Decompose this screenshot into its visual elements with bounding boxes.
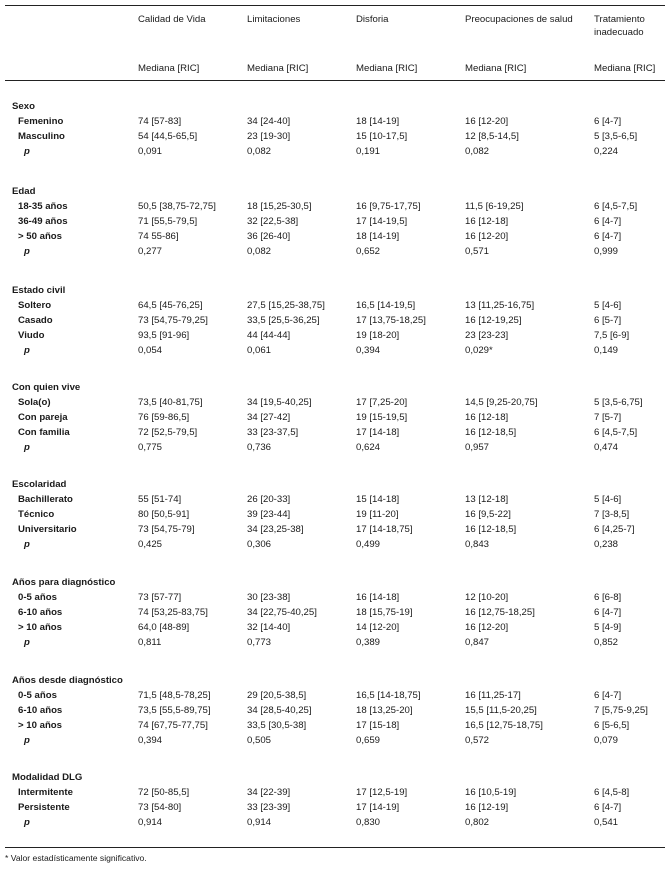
table-cell: 6 [4,5-7,5]	[594, 427, 638, 438]
table-cell: 93,5 [91-96]	[138, 330, 190, 341]
p-value-cell: 0,191	[356, 146, 381, 157]
p-value-cell: 0,061	[247, 345, 272, 356]
table-cell: 19 [18-20]	[356, 330, 400, 341]
table-cell: 14 [12-20]	[356, 622, 400, 633]
table-cell: 34 [28,5-40,25]	[247, 705, 312, 716]
row-label: 0-5 años	[18, 592, 57, 603]
table-cell: 12 [8,5-14,5]	[465, 131, 519, 142]
p-value-label: p	[24, 735, 30, 746]
table-cell: 32 [22,5-38]	[247, 216, 299, 227]
table-cell: 73,5 [55,5-89,75]	[138, 705, 211, 716]
table-cell: 18 [15,75-19]	[356, 607, 413, 618]
table-cell: 36 [26-40]	[247, 231, 291, 242]
row-label: Técnico	[18, 509, 55, 520]
p-value-cell: 0,238	[594, 539, 619, 550]
table-cell: 73,5 [40-81,75]	[138, 397, 203, 408]
group-title: Escolaridad	[12, 479, 67, 490]
column-subheader: Mediana [RIC]	[356, 63, 418, 74]
table-bottom-rule	[5, 847, 665, 848]
table-cell: 6 [4,5-8]	[594, 787, 630, 798]
p-value-cell: 0,847	[465, 637, 490, 648]
p-value-cell: 0,852	[594, 637, 619, 648]
table-cell: 44 [44-44]	[247, 330, 291, 341]
p-value-cell: 0,425	[138, 539, 163, 550]
table-cell: 16 [12-18]	[465, 216, 509, 227]
table-cell: 18 [14-19]	[356, 116, 400, 127]
table-cell: 17 [14-19,5]	[356, 216, 408, 227]
table-cell: 17 [13,75-18,25]	[356, 315, 426, 326]
p-value-cell: 0,474	[594, 442, 619, 453]
table-cell: 6 [4-7]	[594, 690, 622, 701]
table-cell: 7 [5-7]	[594, 412, 622, 423]
table-cell: 39 [23-44]	[247, 509, 291, 520]
table-cell: 33 [23-39]	[247, 802, 291, 813]
p-value-cell: 0,571	[465, 246, 490, 257]
table-cell: 16 [12-20]	[465, 622, 509, 633]
p-value-cell: 0,957	[465, 442, 490, 453]
table-cell: 34 [24-40]	[247, 116, 291, 127]
row-label: Femenino	[18, 116, 64, 127]
p-value-cell: 0,914	[247, 817, 272, 828]
group-title: Edad	[12, 186, 36, 197]
table-cell: 7,5 [6-9]	[594, 330, 630, 341]
p-value-cell: 0,306	[247, 539, 272, 550]
header-bottom-rule	[5, 80, 665, 81]
table-cell: 12 [10-20]	[465, 592, 509, 603]
p-value-label: p	[24, 817, 30, 828]
table-cell: 17 [14-18]	[356, 427, 400, 438]
table-cell: 16 [12-20]	[465, 116, 509, 127]
table-cell: 76 [59-86,5]	[138, 412, 190, 423]
p-value-cell: 0,082	[465, 146, 490, 157]
table-cell: 74 55-86]	[138, 231, 179, 242]
row-label: 6-10 años	[18, 705, 63, 716]
table-cell: 11,5 [6-19,25]	[465, 201, 524, 212]
table-cell: 64,5 [45-76,25]	[138, 300, 203, 311]
table-cell: 74 [53,25-83,75]	[138, 607, 208, 618]
table-cell: 73 [57-77]	[138, 592, 182, 603]
p-value-cell: 0,830	[356, 817, 381, 828]
table-cell: 34 [22-39]	[247, 787, 291, 798]
p-value-cell: 0,082	[247, 246, 272, 257]
table-cell: 16,5 [14-19,5]	[356, 300, 416, 311]
table-cell: 29 [20,5-38,5]	[247, 690, 307, 701]
p-value-cell: 0,802	[465, 817, 490, 828]
p-value-cell: 0,624	[356, 442, 381, 453]
row-label: Universitario	[18, 524, 77, 535]
table-cell: 34 [27-42]	[247, 412, 291, 423]
table-cell: 6 [6-8]	[594, 592, 622, 603]
table-cell: 6 [4,5-7,5]	[594, 201, 638, 212]
column-subheader: Mediana [RIC]	[138, 63, 200, 74]
p-value-cell: 0,652	[356, 246, 381, 257]
p-value-cell: 0,736	[247, 442, 272, 453]
row-label: Soltero	[18, 300, 52, 311]
table-cell: 16 [9,75-17,75]	[356, 201, 421, 212]
p-value-cell: 0,541	[594, 817, 619, 828]
p-value-cell: 0,775	[138, 442, 163, 453]
table-cell: 16,5 [12,75-18,75]	[465, 720, 543, 731]
table-cell: 18 [15,25-30,5]	[247, 201, 312, 212]
table-cell: 74 [57-83]	[138, 116, 182, 127]
table-cell: 16 [12-19]	[465, 802, 509, 813]
p-value-cell: 0,999	[594, 246, 619, 257]
table-cell: 13 [12-18]	[465, 494, 509, 505]
table-cell: 71 [55,5-79,5]	[138, 216, 198, 227]
table-cell: 17 [12,5-19]	[356, 787, 408, 798]
p-value-cell: 0,224	[594, 146, 619, 157]
p-value-cell: 0,082	[247, 146, 272, 157]
column-header: Calidad de Vida	[138, 14, 206, 25]
p-value-cell: 0,773	[247, 637, 272, 648]
p-value-cell: 0,914	[138, 817, 163, 828]
table-cell: 72 [52,5-79,5]	[138, 427, 198, 438]
table-cell: 7 [5,75-9,25]	[594, 705, 648, 716]
table-cell: 64,0 [48-89]	[138, 622, 190, 633]
row-label: 18-35 años	[18, 201, 68, 212]
row-label: Bachillerato	[18, 494, 73, 505]
column-subheader: Mediana [RIC]	[594, 63, 656, 74]
table-cell: 6 [4-7]	[594, 607, 622, 618]
table-cell: 19 [11-20]	[356, 509, 399, 520]
table-cell: 71,5 [48,5-78,25]	[138, 690, 211, 701]
row-label: Con pareja	[18, 412, 68, 423]
p-value-label: p	[24, 246, 30, 257]
footnote: * Valor estadísticamente significativo.	[5, 853, 147, 863]
table-cell: 33 [23-37,5]	[247, 427, 299, 438]
group-title: Con quien vive	[12, 382, 81, 393]
table-cell: 23 [23-23]	[465, 330, 509, 341]
table-cell: 23 [19-30]	[247, 131, 291, 142]
table-cell: 16 [10,5-19]	[465, 787, 517, 798]
p-value-cell: 0,572	[465, 735, 490, 746]
group-title: Modalidad DLG	[12, 772, 83, 783]
table-cell: 17 [14-18,75]	[356, 524, 413, 535]
table-cell: 27,5 [15,25-38,75]	[247, 300, 325, 311]
p-value-cell: 0,499	[356, 539, 381, 550]
group-title: Años para diagnóstico	[12, 577, 116, 588]
table-cell: 33,5 [25,5-36,25]	[247, 315, 320, 326]
p-value-label: p	[24, 345, 30, 356]
table-cell: 72 [50-85,5]	[138, 787, 190, 798]
column-header: Limitaciones	[247, 14, 301, 25]
table-cell: 15,5 [11,5-20,25]	[465, 705, 537, 716]
p-value-cell: 0,091	[138, 146, 163, 157]
row-label: Viudo	[18, 330, 45, 341]
table-cell: 13 [11,25-16,75]	[465, 300, 535, 311]
table-cell: 6 [5-6,5]	[594, 720, 630, 731]
p-value-cell: 0,394	[138, 735, 163, 746]
table-cell: 5 [4-9]	[594, 622, 622, 633]
table-cell: 16 [12-18,5]	[465, 427, 517, 438]
table-cell: 34 [22,75-40,25]	[247, 607, 317, 618]
table-cell: 15 [14-18]	[356, 494, 400, 505]
table-cell: 16 [12-18,5]	[465, 524, 517, 535]
table-cell: 6 [5-7]	[594, 315, 622, 326]
table-cell: 16 [12-19,25]	[465, 315, 522, 326]
table-cell: 17 [14-19]	[356, 802, 400, 813]
column-header: Disforia	[356, 14, 389, 25]
table-cell: 34 [19,5-40,25]	[247, 397, 312, 408]
column-header: Preocupaciones de salud	[465, 14, 573, 25]
p-value-cell: 0,389	[356, 637, 381, 648]
row-label: 0-5 años	[18, 690, 57, 701]
table-cell: 7 [3-8,5]	[594, 509, 630, 520]
row-label: > 50 años	[18, 231, 62, 242]
table-cell: 73 [54-80]	[138, 802, 182, 813]
table-cell: 16 [14-18]	[356, 592, 400, 603]
p-value-cell: 0,843	[465, 539, 490, 550]
table-cell: 16 [9,5-22]	[465, 509, 511, 520]
table-cell: 18 [14-19]	[356, 231, 400, 242]
table-cell: 74 [67,75-77,75]	[138, 720, 208, 731]
p-value-cell: 0,029*	[465, 345, 493, 356]
table-cell: 34 [23,25-38]	[247, 524, 304, 535]
table-cell: 80 [50,5-91]	[138, 509, 190, 520]
column-subheader: Mediana [RIC]	[247, 63, 309, 74]
p-value-label: p	[24, 539, 30, 550]
table-cell: 14,5 [9,25-20,75]	[465, 397, 538, 408]
p-value-cell: 0,505	[247, 735, 272, 746]
row-label: > 10 años	[18, 622, 62, 633]
p-value-cell: 0,149	[594, 345, 619, 356]
row-label: Persistente	[18, 802, 70, 813]
table-cell: 5 [4-6]	[594, 300, 622, 311]
table-cell: 17 [15-18]	[356, 720, 400, 731]
p-value-cell: 0,811	[138, 637, 162, 648]
column-header: Tratamiento inadecuado	[594, 14, 645, 38]
table-cell: 26 [20-33]	[247, 494, 291, 505]
p-value-cell: 0,277	[138, 246, 163, 257]
table-cell: 6 [4,25-7]	[594, 524, 635, 535]
table-cell: 16 [12-20]	[465, 231, 509, 242]
row-label: 6-10 años	[18, 607, 63, 618]
table-cell: 17 [7,25-20]	[356, 397, 408, 408]
row-label: Casado	[18, 315, 53, 326]
row-label: Sola(o)	[18, 397, 51, 408]
table-cell: 6 [4-7]	[594, 116, 622, 127]
p-value-label: p	[24, 146, 30, 157]
p-value-cell: 0,659	[356, 735, 381, 746]
p-value-cell: 0,394	[356, 345, 381, 356]
table-cell: 6 [4-7]	[594, 231, 622, 242]
table-cell: 6 [4-7]	[594, 216, 622, 227]
table-cell: 16 [12-18]	[465, 412, 509, 423]
table-cell: 73 [54,75-79,25]	[138, 315, 208, 326]
p-value-label: p	[24, 442, 30, 453]
table-cell: 50,5 [38,75-72,75]	[138, 201, 216, 212]
table-top-rule	[5, 5, 665, 6]
table-cell: 18 [13,25-20]	[356, 705, 413, 716]
table-cell: 16 [11,25-17]	[465, 690, 521, 701]
table-cell: 5 [3,5-6,75]	[594, 397, 643, 408]
table-cell: 30 [23-38]	[247, 592, 291, 603]
table-cell: 5 [4-6]	[594, 494, 622, 505]
table-cell: 33,5 [30,5-38]	[247, 720, 307, 731]
p-value-cell: 0,079	[594, 735, 619, 746]
row-label: 36-49 años	[18, 216, 68, 227]
row-label: Intermitente	[18, 787, 73, 798]
p-value-label: p	[24, 637, 30, 648]
table-cell: 16 [12,75-18,25]	[465, 607, 535, 618]
p-value-cell: 0,054	[138, 345, 163, 356]
table-cell: 19 [15-19,5]	[356, 412, 408, 423]
table-cell: 6 [4-7]	[594, 802, 622, 813]
column-subheader: Mediana [RIC]	[465, 63, 527, 74]
table-cell: 73 [54,75-79]	[138, 524, 195, 535]
row-label: Con familia	[18, 427, 70, 438]
row-label: > 10 años	[18, 720, 62, 731]
table-cell: 32 [14-40]	[247, 622, 291, 633]
table-cell: 15 [10-17,5]	[356, 131, 408, 142]
table-cell: 54 [44,5-65,5]	[138, 131, 198, 142]
table-cell: 5 [3,5-6,5]	[594, 131, 638, 142]
row-label: Masculino	[18, 131, 65, 142]
group-title: Sexo	[12, 101, 35, 112]
table-cell: 16,5 [14-18,75]	[356, 690, 421, 701]
table-cell: 55 [51-74]	[138, 494, 182, 505]
group-title: Estado civil	[12, 285, 66, 296]
group-title: Años desde diagnóstico	[12, 675, 123, 686]
